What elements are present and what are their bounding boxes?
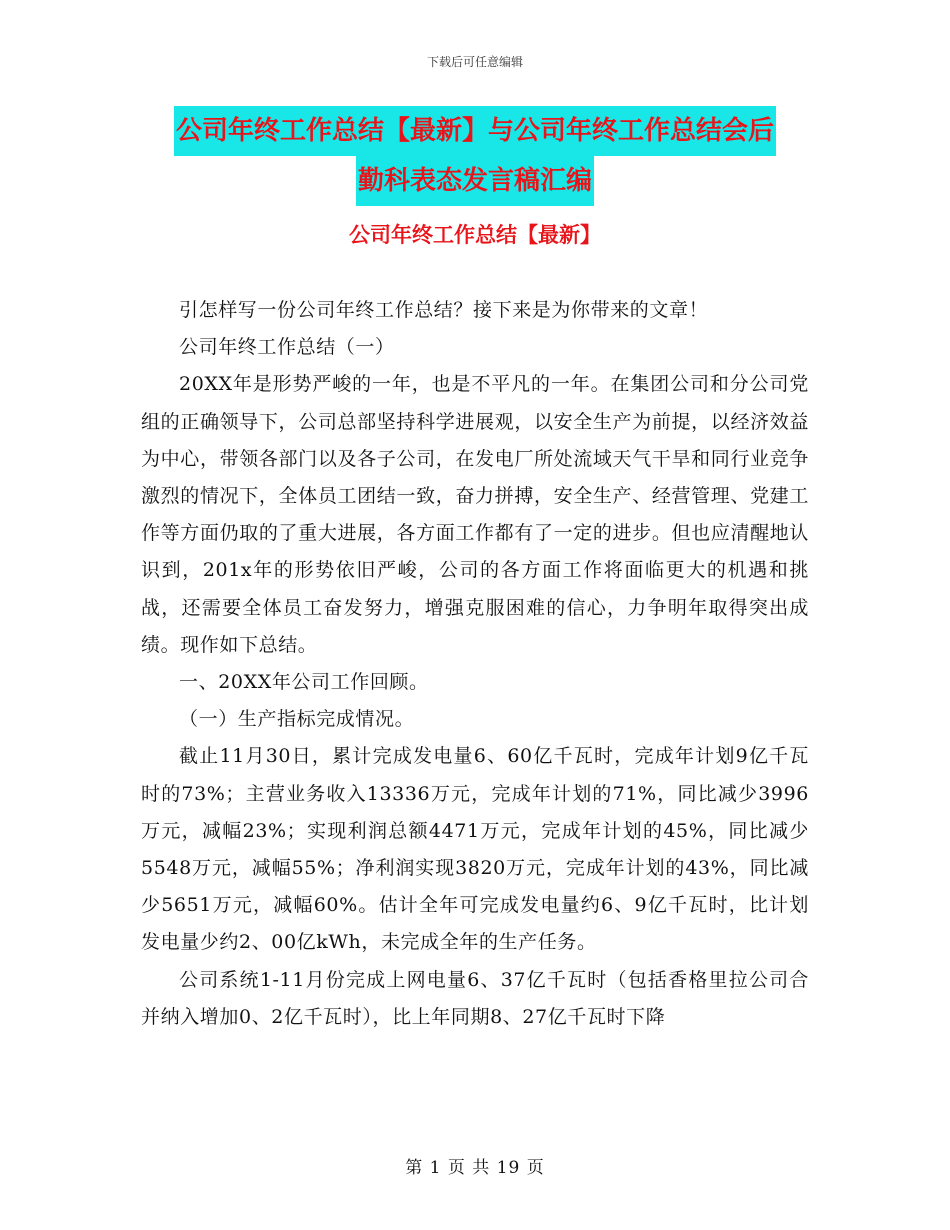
paragraph: （一）生产指标完成情况。 <box>179 708 415 731</box>
paragraph: 20XX年是形势严峻的一年，也是不平凡的一年。在集团公司和分公司党组的正确领导下，公司总部坚持科学进展观，以安全生产为前提，以经济效益为中心，带领各部门以及各子公司，在发电厂所处流域天气干旱和同行业竞争激烈的情况下，全体员工团结一致，奋力拼搏，安全生产、经营管理、党建工作等方面仍取的了重大进展，各方面工作都有了一定的进步。但也应清醒地认识到，201x年的形势依旧严峻，公司的各方面工作将面临更大的机遇和挑战，还需要全体员工奋发努力，增强克服困难的信心，力争明年取得突出成绩。现作如下总结。 <box>141 373 809 656</box>
paragraph: 公司系统1-11月份完成上网电量6、37亿千瓦时（包括香格里拉公司合并纳入增加0、2亿千瓦时），比上年同期8、27亿千瓦时下降 <box>141 968 809 1028</box>
document-title <box>0 106 950 206</box>
section-title: 公司年终工作总结【最新】 <box>349 223 601 247</box>
header-note: 下载后可任意编辑 <box>426 55 523 69</box>
paragraph: 截止11月30日，累计完成发电量6、60亿千瓦时，完成年计划9亿千瓦时的73%；主营业务收入13336万元，完成年计划的71%，同比减少3996万元，减幅23%；实现利润总额4471万元，完成年计划的45%，同比减少5548万元，减幅55%；净利润实现3820万元，完成年计划的43%，同比减少5651万元，减幅60%。估计全年可完成发电量约6、9亿千瓦时，比计划发电量少约2、00亿kWh，未完成全年的生产任务。 <box>141 745 809 954</box>
document-title-line-1: 公司年终工作总结【最新】与公司年终工作总结会后 <box>174 106 776 156</box>
paragraph: 引怎样写一份公司年终工作总结？接下来是为你带来的文章！ <box>179 299 709 321</box>
page-footer: 第 1 页 共 19 页 <box>405 1158 545 1178</box>
document-body <box>141 292 809 1036</box>
document-title-line-2: 勤科表态发言稿汇编 <box>356 156 594 206</box>
paragraph: 公司年终工作总结（一） <box>179 336 395 359</box>
paragraph: 一、20XX年公司工作回顾。 <box>179 671 429 694</box>
